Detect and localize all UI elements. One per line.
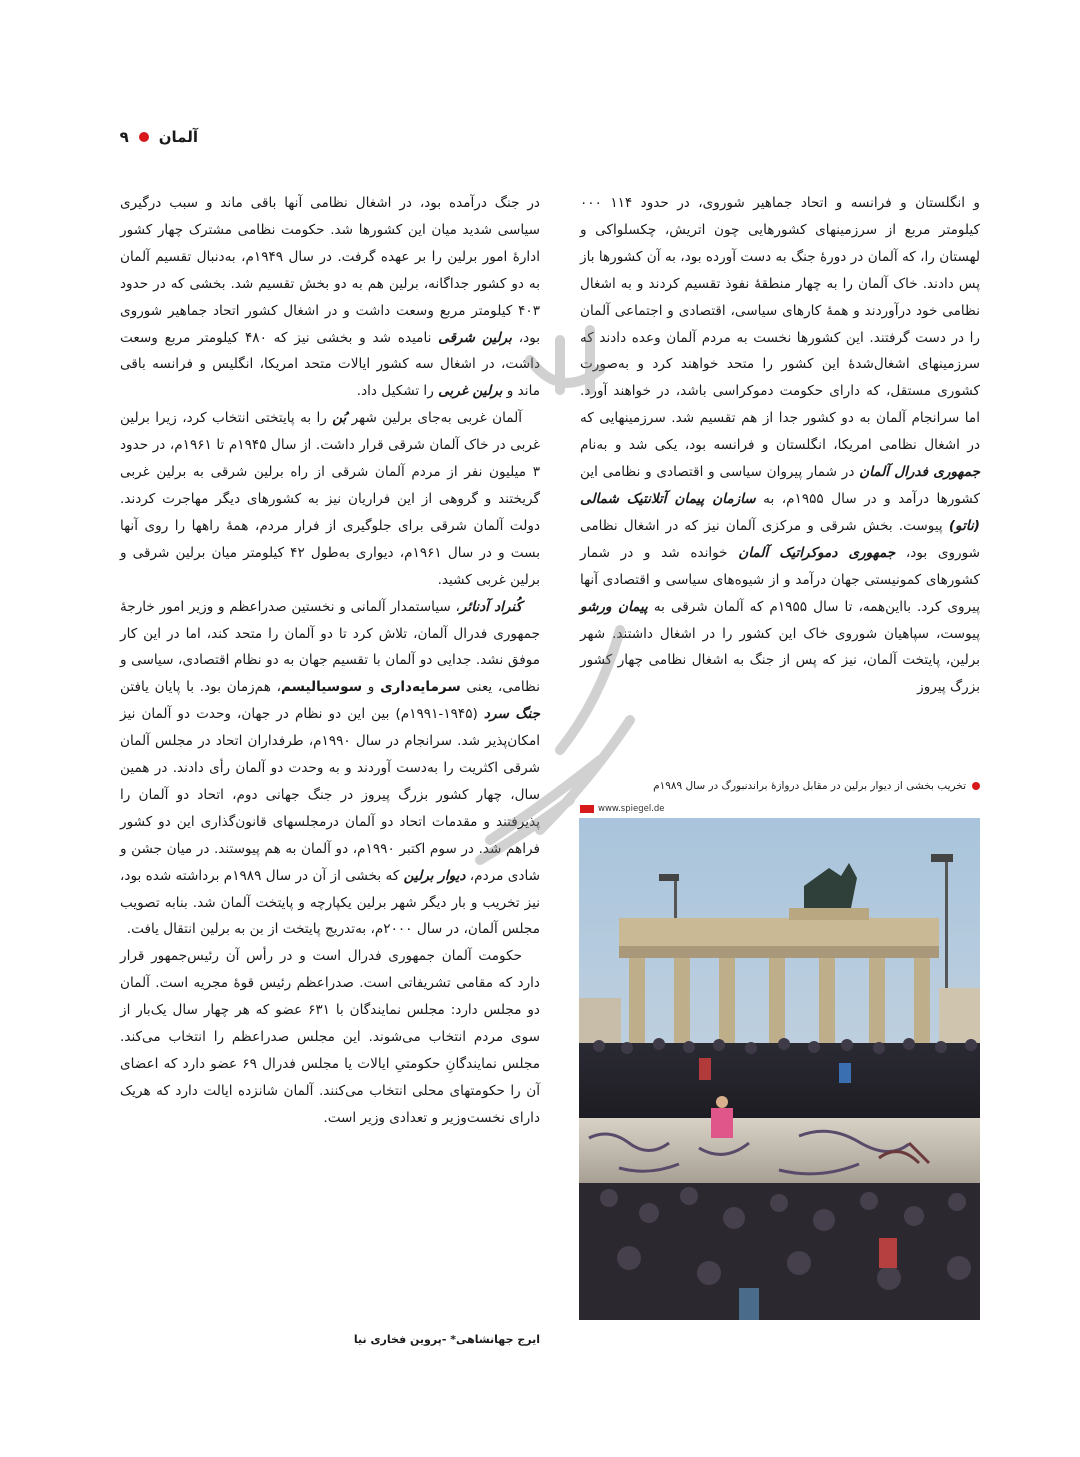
term-bonn: بُن — [332, 410, 347, 427]
page-header — [118, 122, 198, 152]
left-paragraph-2 — [120, 405, 540, 593]
term-nato: سازمان پیمان آتلانتیک شمالی (ناتو) — [580, 490, 980, 534]
term-gdr: جمهوری دموکراتیک آلمان — [738, 544, 896, 561]
text-run: و — [362, 679, 381, 696]
photo-caption — [580, 780, 980, 792]
term-capitalism: سرمایه‌داری — [380, 679, 461, 696]
text-run: که بخشی از آن در سال ۱۹۸۹م برداشته شده بود، نیز تخریب و بار دیگر شهر برلین یکپارچه و پایتخت آلمان شد. بنابه تصویب مجلس آلمان، در سال ۲۰۰۰م، به‌تدریج پایتخت از بن به برلین انتقال یافت. — [120, 867, 540, 938]
text-run: پیوست، سپاهیان شوروی خاک این کشور را در اشغال داشتند. شهر برلین، پایتخت آلمان، نیز که پس از جنگ به اشغال نظامی چهار کشور بزرگ پیروز — [580, 625, 980, 696]
term-warsaw-pact: پیمان ورشو — [580, 598, 648, 615]
caption-text: تخریب بخشی از دیوار برلین در مقابل دروازهٔ براندنبورگ در سال ۱۹۸۹م — [653, 780, 966, 792]
term-cold-war: جنگ سرد — [483, 706, 540, 723]
text-run: ، سیاستمدار آلمانی و نخستین صدراعظم و وزیر امور خارجهٔ جمهوری فدرال آلمان، تلاش کرد تا دو آلمان را متحد کند، اما در این کار موفق نشد. جدایی دو آلمان با تقسیم جهان به دو نظام اقتصادی، سیاسی و نظامی، یعنی — [120, 598, 540, 696]
text-run: خوانده شد و در شمار کشورهای کمونیستی جهان درآمد و از شیوه‌های سیاسی و اقتصادی آنها پیروی کرد. بااین‌همه، تا سال ۱۹۵۵م که آلمان شرقی به — [580, 544, 980, 615]
term-adenauer: کُنراد آدنائر — [459, 598, 522, 615]
term-socialism: سوسیالیسم — [281, 679, 363, 696]
text-run: آلمان غربی به‌جای برلین شهر — [346, 410, 522, 427]
photo-credit-text: www.spiegel.de — [598, 804, 665, 814]
right-column — [580, 190, 980, 701]
text-run: در جنگ درآمده بود، در اشغال نظامی آنها باقی ماند و سبب درگیری سیاسی شدید میان این کشورها شد. حکومت نظامی مشترک چهار کشور ادارهٔ امور برلین را بر عهده گرفت. در سال ۱۹۴۹م، به‌دنبال تقسیم آلمان به دو کشور جداگانه، برلین هم به دو بخش تقسیم شد. بخشی که در حدود ۴۰۳ کیلومتر مربع وسعت داشت و در اشغال کشور اتحاد جماهیر شوروی بود، — [120, 195, 540, 346]
author-credit — [120, 1333, 540, 1346]
text-run: در شمار پیروان سیاسی و اقتصادی و نظامی این کشورها درآمد و در سال ۱۹۵۵م، به — [580, 464, 980, 507]
text-run: ، هم‌زمان بود. با پایان یافتن — [120, 679, 281, 696]
bullet-dot-icon — [139, 132, 149, 142]
term-berlin-wall: دیوار برلین — [403, 867, 466, 884]
left-paragraph-3 — [120, 594, 540, 944]
left-column — [120, 190, 540, 1132]
caption-bullet-icon — [972, 782, 980, 790]
brandenburg-gate-photo — [579, 818, 980, 1320]
photo-illustration — [579, 818, 980, 1320]
spiegel-logo-icon — [580, 805, 594, 813]
term-frg: جمهوری فدرال آلمان — [859, 464, 980, 481]
text-run: و انگلستان و فرانسه و اتحاد جماهیر شوروی، در حدود ۱۱۴ ۰۰۰ کیلومتر مربع از سرزمینهای کشورهایی چون اتریش، چکسلواکی و لهستان را، که آلمان در دورهٔ جنگ به دست آورده بود، به آن کشورها باز پس دادند. خاک آلمان را به چهار منطقهٔ نفوذ تقسیم کردند و به اشغال نظامی خود درآوردند و همهٔ کارهای سیاسی، اقتصادی و اجتماعی آلمان را در دست گرفتند. این کشورها نخست به مردم آلمان وعده دادند که سرزمینهای اشغال‌شدهٔ این کشور را متحد خواهند کرد و به‌صورت کشوری مستقل، که دارای حکومت دموکراسی باشد، در خواهند آورد. اما سرانجام آلمان به دو کشور جدا از هم تقسیم شد. سرزمینهایی که در اشغال نظامی امریکا، انگلستان و فرانسه بود، یکی شد و به‌نام — [580, 195, 980, 454]
text-run: (۱۹۴۵-۱۹۹۱م) بین این دو نظام در جهان، وحدت دو آلمان نیز امکان‌پذیر شد. سرانجام در سال ۱۹۹۰م، طرفداران اتحاد در مجلس آلمان شرقی اکثریت را به‌دست آوردند و به وحدت دو آلمان رأی دادند. در همین سال، چهار کشور بزرگ پیروز در جنگ جهانی دوم، اتحاد دو آلمان را پذیرفتند و مقدمات اتحاد دو آلمان درمجلسهای قانون‌گذاری این دو کشور فراهم شد. در سوم اکتبر ۱۹۹۰م، دو آلمان به هم پیوستند. در میان جشن و شادی مردم، — [120, 706, 541, 884]
term-east-berlin: برلین شرقی — [438, 329, 512, 346]
page-title: آلمان — [158, 128, 198, 146]
text-run: را به پایتختی انتخاب کرد، زیرا برلین غربی در خاک آلمان شرقی قرار داشت. از سال ۱۹۴۵م تا ۱۹۶۱م، در حدود ۳ میلیون نفر از مردم آلمان شرقی از راه برلین شرقی به برلین غربی گریختند و گروهی از این فراریان نیز به کشورهای دیگر مهاجرت کردند. دولت آلمان شرقی برای جلوگیری از فرار مردم، همهٔ راهها را روی آنها بست و در سال ۱۹۶۱م، دیواری به‌طول ۴۲ کیلومتر میان برلین شرقی و برلین غربی کشید. — [120, 410, 540, 588]
right-paragraph — [580, 190, 980, 701]
page-number: ۹ — [119, 128, 129, 146]
text-run: پیوست. بخش شرقی و مرکزی آلمان نیز که در اشغال نظامی شوروی بود، — [580, 517, 980, 561]
text-run: نامیده شد و بخشی نیز که ۴۸۰ کیلومتر مربع وسعت داشت، در اشغال سه کشور ایالات متحد امریکا، انگلیس و فرانسه باقی ماند و — [120, 329, 540, 400]
author-names: ایرج جهانشاهی* -پروین فخاری نیا — [353, 1333, 540, 1346]
term-west-berlin: برلین غربی — [438, 383, 503, 400]
photo-credit — [580, 804, 665, 814]
left-paragraph-4: حکومت آلمان جمهوری فدرال است و در رأس آن رئیس‌جمهور قرار دارد که مقامی تشریفاتی است. صدراعظم رئیس قوهٔ مجریه است. آلمان دو مجلس دارد: مجلس نمایندگان با ۶۳۱ عضو که هر چهار سال یک‌بار از سوی مردم انتخاب می‌شوند. این مجلس صدراعظم را انتخاب می‌کند. مجلس نمایندگانِ حکومتیِ ایالات یا مجلس فدرال ۶۹ عضو دارد که اعضای آن را حکومتهای محلی انتخاب می‌کنند. آلمان شانزده ایالت دارد که هریک دارای نخست‌وزیر و تعدادی وزیر است. — [120, 948, 540, 1126]
left-paragraph-1 — [120, 190, 540, 405]
text-run: را تشکیل داد. — [356, 383, 439, 400]
